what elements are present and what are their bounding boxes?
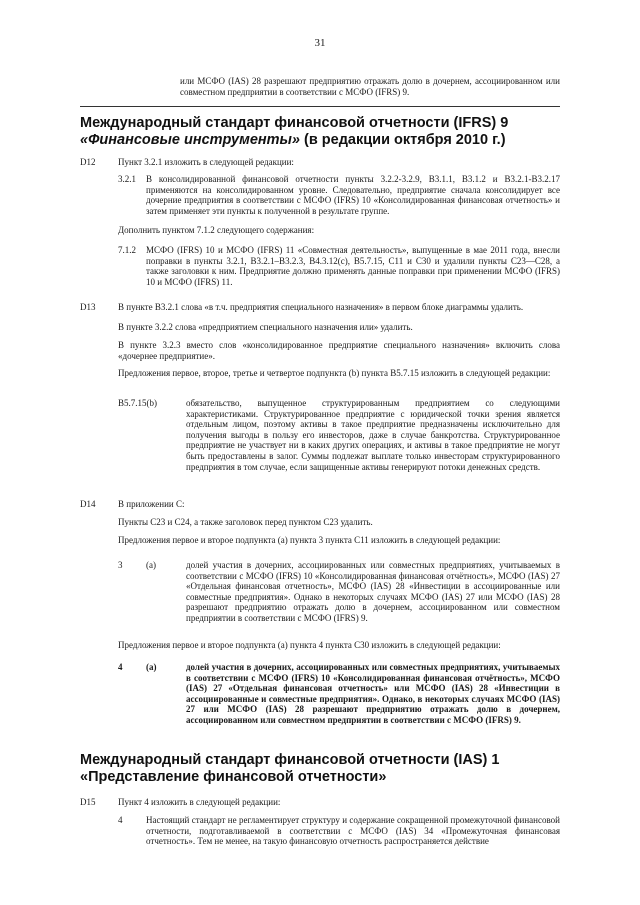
paragraph-number-3-2-1: 3.2.1 <box>118 174 136 184</box>
d12-add-instruction: Дополнить пунктом 7.1.2 следующего содержания: <box>118 225 315 235</box>
d13-instruction-1: В пункте В3.2.1 слова «в т.ч. предприятия специального назначения» в первом блоке диаграммы удалить. <box>118 302 524 312</box>
d14-instruction-1: В приложении С: <box>118 499 185 509</box>
page-number: 31 <box>314 37 326 49</box>
item-3-subpoint: (а) <box>146 560 156 570</box>
paragraph-label-d14: D14 <box>80 499 96 509</box>
section-heading-ias1 <box>80 752 560 786</box>
paragraph-label-d12: D12 <box>80 157 96 167</box>
paragraph-number-b5-7-15: В5.7.15(b) <box>118 398 157 408</box>
paragraph-label-d13: D13 <box>80 302 96 312</box>
heading-line-2 <box>80 132 560 149</box>
paragraph-label-d15: D15 <box>80 797 96 807</box>
paragraph-b5-7-15-text: обязательство, выпущенное структурированным предприятием со следующими характеристиками. Структурированное предприятие с юридической точки зрения является отдельным лицом, поэтому активы в такое предприятие предназначены исключительно для получения выгоды в пользу его инвесторов, даже в случае банкротства. Структурированное предприятие не участвует ни в каких других операциях, и активы в такое предприятие не могут быть предоставлены в залог. Суммы подлежат выплате только инвесторам структурированного предприятия в том случае, если защищенные активы генерируют потоки денежных средств. <box>186 398 560 472</box>
heading-edition: (в редакции октября 2010 г.) <box>300 132 506 148</box>
heading-line: Международный стандарт финансовой отчетности (IFRS) 9 <box>80 115 509 131</box>
section-heading-ifrs9 <box>80 115 560 149</box>
item-4-text: долей участия в дочерних, ассоциированных или совместных предприятиях, учитываемых в соответствии с МСФО (IFRS) 10 «Консолидированная финансовая отчётность», МСФО (IAS) 27 «Отдельная финансовая отчетность» или МСФО (IAS) 28 «Инвестиции в ассоциированные и совместные предприятия». Однако, в некоторых случаях МСФО (IAS) 27 или МСФО (IAS) 28 разрешают предприятию отражать долю в дочернем, ассоциированном или совместном предприятии в соответствии с МСФО (IFRS) 9. <box>186 662 560 725</box>
paragraph-7-1-2-text: МСФО (IFRS) 10 и МСФО (IFRS) 11 «Совместная деятельность», выпущенные в мае 2011 года, внесли поправки в пункты 3.2.1, В3.2.1–В3.2.3, В4.3.12(c), В5.7.15, С11 и С30 и удалили пункты С23—С28, а также заголовки к ним. Предприятие должно применять данные поправки при применении МСФО (IFRS) 10 и МСФО (IFRS) 11. <box>146 245 560 287</box>
d13-instruction-4: Предложения первое, второе, третье и четвертое подпункта (b) пункта В5.7.15 изложить в следующей редакции: <box>118 368 551 378</box>
d14-instruction-2: Пункты С23 и С24, а также заголовок перед пунктом С23 удалить. <box>118 517 373 527</box>
heading-line-2: «Представление финансовой отчетности» <box>80 769 387 785</box>
d15-item-number-4: 4 <box>118 815 123 825</box>
d14-instruction-4: Предложения первое и второе подпункта (а) пункта 4 пункта С30 изложить в следующей редакции: <box>118 640 501 650</box>
paragraph-number-7-1-2: 7.1.2 <box>118 245 136 255</box>
d14-instruction-3: Предложения первое и второе подпункта (а) пункта 3 пункта С11 изложить в следующей редакции: <box>118 535 501 545</box>
d13-instruction-3: В пункте 3.2.3 вместо слов «консолидированное предприятие специального назначения» включить слова «дочернее предприятие». <box>118 340 560 361</box>
item-3-text: долей участия в дочерних, ассоциированных или совместных предприятиях, учитываемых в соответствии с МСФО (IFRS) 10 «Консолидированная финансовая отчётность», МСФО (IAS) 27 «Отдельная финансовая отчетность», МСФО (IAS) 28 «Инвестиции в ассоциированные или совместные предприятия». Однако в некоторых случаях МСФО (IAS) 27 или МСФО (IAS) 28 разрешают предприятию отражать долю в дочернем, ассоциированном или совместном предприятии в соответствии с МСФО (IFRS) 9. <box>186 560 560 623</box>
d13-instruction-2: В пункте 3.2.2 слова «предприятием специального назначения или» удалить. <box>118 322 413 332</box>
heading-italic-title: «Финансовые инструменты» <box>80 132 300 148</box>
item-number-3: 3 <box>118 560 123 570</box>
item-4-subpoint: (а) <box>146 662 157 672</box>
d15-item-4-text: Настоящий стандарт не регламентирует структуру и содержание сокращенной промежуточной финансовой отчетности, подготавливаемой в соответствии с МСФО (IAS) 34 «Промежуточная финансовая отчетность». Тем не менее, на такую финансовую отчетность распространяется действие <box>146 815 560 847</box>
intro-paragraph: или МСФО (IAS) 28 разрешают предприятию отражать долю в дочернем, ассоциированном или совместном предприятии в соответствии с МСФО (IFRS) 9. <box>180 76 560 97</box>
heading-line: Международный стандарт финансовой отчетности (IAS) 1 <box>80 752 500 768</box>
paragraph-3-2-1-text: В консолидированной финансовой отчетности пункты 3.2.2-3.2.9, В3.1.1, В3.1.2 и В3.2.1-В3.2.17 применяются на консолидированном уровне. Следовательно, предприятие сначала консолидирует все дочерние предприятия в соответствии с МСФО (IFRS) 10 «Консолидированная финансовая отчетность» и затем применяет эти пункты к полученной в результате группе. <box>146 174 560 216</box>
section-rule <box>80 106 560 107</box>
d12-instruction: Пункт 3.2.1 изложить в следующей редакции: <box>118 157 294 167</box>
d15-instruction: Пункт 4 изложить в следующей редакции: <box>118 797 281 807</box>
item-number-4: 4 <box>118 662 123 672</box>
